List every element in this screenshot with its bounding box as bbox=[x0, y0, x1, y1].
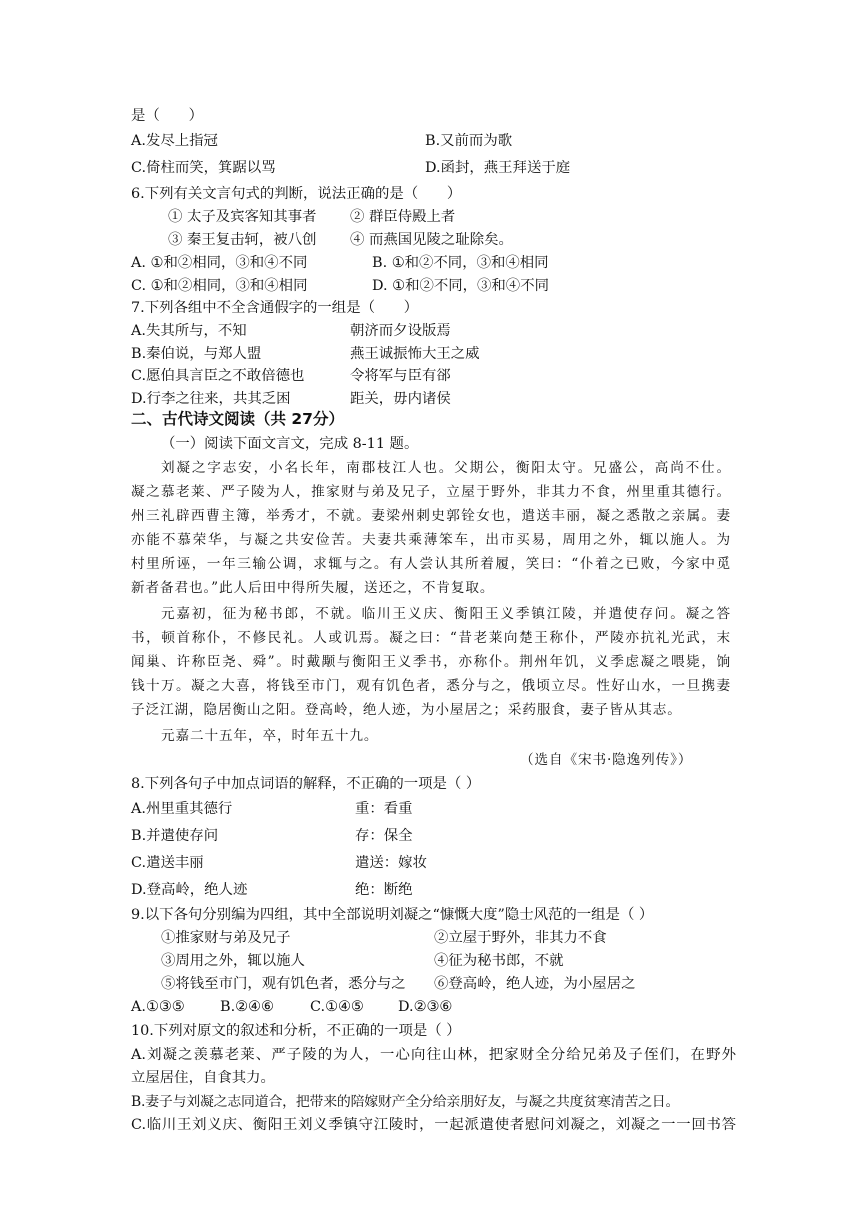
section-intro: （一）阅读下面文言文，完成 8-11 题。 bbox=[161, 436, 419, 452]
q6-option-a: A. ①和②相同，③和④不同 bbox=[131, 255, 308, 271]
q9-stem: 9.以下各句分别编为四组，其中全部说明刘凝之“慷慨大度”隐士风范的一组是（ ） bbox=[131, 907, 654, 923]
q8-option-b-right: 存：保全 bbox=[355, 828, 413, 844]
passage-p1-line: 凝之慕老莱、严子陵为人，推家财与弟及兄子，立屋于野外，非其力不食，州里重其德行。 bbox=[131, 484, 731, 500]
q9-item-1: ①推家财与弟及兄子 bbox=[161, 930, 291, 946]
passage-p1-line: 新者备君也。”此人后田中得所失履，送还之，不肯复取。 bbox=[131, 580, 495, 596]
q7-option-c-left: C.愿伯具言臣之不敢倍德也 bbox=[131, 368, 305, 384]
q9-option-d: D.②③⑥ bbox=[398, 999, 453, 1015]
passage-p1-line: 刘凝之字志安，小名长年，南郡枝江人也。父期公，衡阳太守。兄盛公，高尚不仕。 bbox=[161, 460, 731, 476]
q6-item-1: ① 太子及宾客知其事者 bbox=[168, 209, 317, 225]
q10-option-a: A.刘凝之羡慕老莱、严子陵的为人，一心向往山林，把家财全分给兄弟及子侄们，在野外 bbox=[131, 1047, 736, 1063]
q7-option-b-right: 燕王诚振怖大王之威 bbox=[350, 346, 480, 362]
q9-option-a: A.①③⑤ bbox=[131, 999, 185, 1015]
passage-p2-line: 元嘉初，征为秘书郎，不就。临川王义庆、衡阳王义季镇江陵，并遣使存问。凝之答 bbox=[161, 606, 731, 622]
passage-source: （选自《宋书·隐逸列传》） bbox=[520, 752, 693, 768]
section-heading: 二、古代诗文阅读（共 27分） bbox=[131, 410, 344, 428]
q10-option-c: C.临川王刘义庆、衡阳王刘义季镇守江陵时，一起派遣使者慰问刘凝之，刘凝之一一回书答 bbox=[131, 1117, 736, 1133]
q8-option-c-left: C.遣送丰丽 bbox=[131, 855, 204, 871]
q9-item-5: ⑤将钱至市门，观有饥色者，悉分与之 bbox=[161, 976, 406, 992]
q6-item-2: ② 群臣侍殿上者 bbox=[350, 209, 456, 225]
passage-p1-line: 村里所诬，一年三输公调，求辄与之。有人尝认其所着履，笑曰：“仆着之已败，今家中觅 bbox=[131, 556, 731, 572]
q7-option-d-right: 距关，毋内诸侯 bbox=[350, 391, 451, 407]
q9-item-3: ③周用之外，辄以施人 bbox=[161, 953, 305, 969]
q8-option-c-right: 遣送：嫁妆 bbox=[355, 855, 427, 871]
q7-option-a-left: A.失其所与，不知 bbox=[131, 323, 247, 339]
q6-option-c: C. ①和②相同，③和④相同 bbox=[131, 278, 308, 294]
q8-option-a-left: A.州里重其德行 bbox=[131, 801, 233, 817]
q9-option-c: C.①④⑤ bbox=[310, 999, 364, 1015]
q7-option-a-right: 朝济而夕设版焉 bbox=[350, 323, 451, 339]
passage-p2-line: 闻巢、许称臣尧、舜”。时戴颙与衡阳王义季书，亦称仆。荆州年饥，义季虑凝之喂毙，饷 bbox=[131, 654, 731, 670]
q9-item-2: ②立屋于野外，非其力不食 bbox=[434, 930, 607, 946]
q9-item-6: ⑥登高岭，绝人迹，为小屋居之 bbox=[434, 976, 636, 992]
passage-p2-line: 子泛江湖，隐居衡山之阳。登高岭，绝人迹，为小屋居之；采药服食，妻子皆从其志。 bbox=[131, 702, 682, 718]
q8-option-b-left: B.并遣使存问 bbox=[131, 828, 219, 844]
q6-option-b: B. ①和②不同，③和④相同 bbox=[372, 255, 549, 271]
q10-option-a-cont: 立屋居住，自食其力。 bbox=[131, 1070, 275, 1086]
q6-item-4: ④ 而燕国见陵之耻除矣。 bbox=[350, 232, 513, 248]
q8-option-d-right: 绝：断绝 bbox=[355, 882, 413, 898]
q8-option-d-left: D.登高岭，绝人迹 bbox=[131, 882, 248, 898]
passage-p1-line: 州三礼辟西曹主簿，举秀才，不就。妻梁州刺史郭铨女也，遣送丰丽，凝之悉散之亲属。妻 bbox=[131, 508, 731, 524]
q5-option-c: C.倚柱而笑，箕踞以骂 bbox=[131, 160, 276, 176]
passage-p3-line: 元嘉二十五年，卒，时年五十九。 bbox=[161, 728, 379, 744]
q5-option-a: A.发尽上指冠 bbox=[131, 133, 218, 149]
q6-stem: 6.下列有关文言句式的判断，说法正确的是（ ） bbox=[131, 186, 462, 202]
q10-stem: 10.下列对原文的叙述和分析，不正确的一项是（ ） bbox=[131, 1023, 461, 1039]
q10-option-b: B.妻子与刘凝之志同道合，把带来的陪嫁财产全分给亲朋好友，与凝之共度贫寒清苦之日。 bbox=[131, 1094, 680, 1110]
passage-p2-line: 钱十万。凝之大喜，将钱至市门，观有饥色者，悉分与之，俄顷立尽。性好山水，一旦携妻 bbox=[131, 678, 731, 694]
q8-option-a-right: 重：看重 bbox=[355, 801, 413, 817]
q7-option-d-left: D.行李之往来，共其乏困 bbox=[131, 391, 291, 407]
q5-option-b: B.又前而为歌 bbox=[425, 133, 513, 149]
passage-p2-line: 书，顿首称仆，不修民礼。人或讥焉。凝之曰：“昔老莱向楚王称仆，严陵亦抗礼光武，末 bbox=[131, 630, 731, 646]
q8-stem: 8.下列各句子中加点词语的解释，不正确的一项是（ ） bbox=[131, 776, 481, 792]
q9-item-4: ④征为秘书郎，不就 bbox=[434, 953, 564, 969]
q5-stem-end: 是（ ） bbox=[131, 108, 203, 124]
q7-option-b-left: B.秦伯说，与郑人盟 bbox=[131, 346, 262, 362]
q6-item-3: ③ 秦王复击轲，被八创 bbox=[168, 232, 317, 248]
q5-option-d: D.函封，燕王拜送于庭 bbox=[425, 160, 571, 176]
q9-option-b: B.②④⑥ bbox=[220, 999, 274, 1015]
q7-stem: 7.下列各组中不全含通假字的一组是（ ） bbox=[131, 300, 419, 316]
q7-option-c-right: 令将军与臣有郤 bbox=[350, 368, 451, 384]
q6-option-d: D. ①和②不同，③和④不同 bbox=[372, 278, 549, 294]
passage-p1-line: 亦能不慕荣华，与凝之共安俭苦。夫妻共乘薄笨车，出市买易，周用之外，辄以施人。为 bbox=[131, 532, 731, 548]
